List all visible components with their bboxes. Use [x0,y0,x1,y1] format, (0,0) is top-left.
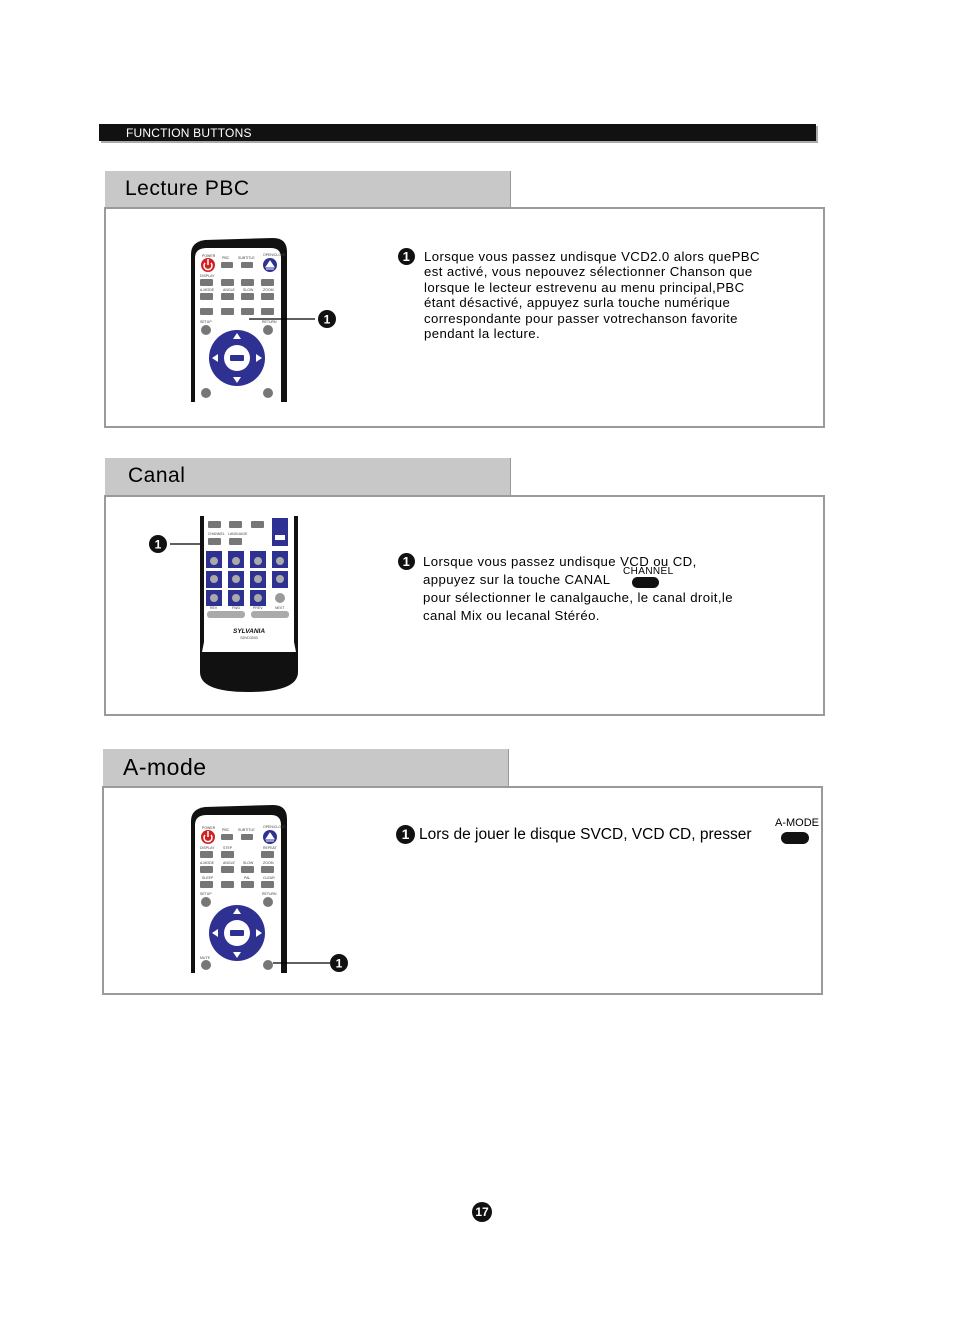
channel-button-label: CHANNEL [623,566,674,577]
svg-text:SETUP: SETUP [200,320,212,324]
section-title: Canal [128,464,186,487]
text-line: Lors de jouer le disque SVCD, VCD CD, presser [419,826,752,843]
amode-button-icon [781,832,809,844]
svg-text:NEXT: NEXT [275,606,285,610]
section-title-bar-canal [105,458,511,496]
function-buttons-header [99,124,816,141]
svg-text:CLEAR: CLEAR [263,876,275,880]
svg-text:SUBTITLE: SUBTITLE [238,828,255,832]
text-line: lorsque le lecteur estrevenu au menu principal,PBC [424,279,745,295]
svg-text:FWD: FWD [232,606,240,610]
svg-text:POWER: POWER [202,826,216,830]
svg-text:SUBTITLE: SUBTITLE [238,256,255,260]
svg-text:POWER: POWER [202,254,216,258]
svg-text:SLOW: SLOW [243,288,254,292]
svg-text:PREV: PREV [253,606,263,610]
svg-text:DISPLAY: DISPLAY [200,274,215,278]
svg-text:STEP: STEP [223,846,233,850]
text-line: est activé, vous nepouvez sélectionner Chanson que [424,264,753,280]
svg-text:SETUP: SETUP [200,892,212,896]
text-line: appuyez sur la touche CANAL [423,572,611,587]
svg-text:RETURN: RETURN [262,320,277,324]
svg-text:REV: REV [210,606,218,610]
svg-text:ANGLE: ANGLE [223,861,235,865]
text-line: Lorsque vous passez undisque VCD2.0 alors quePBC [424,249,760,264]
svg-text:A-MODE: A-MODE [200,288,214,292]
step-marker: 1 [396,825,415,844]
svg-text:1: 1 [323,312,331,327]
step-marker: 1 [398,553,415,570]
text-line: Lorsque vous passez undisque VCD ou CD, [423,554,697,569]
remote-top-illustration [185,803,355,975]
svg-text:PAL: PAL [244,876,251,880]
svg-text:ZOOM: ZOOM [263,861,274,865]
svg-text:1: 1 [335,956,343,971]
svg-text:REPEAT: REPEAT [263,846,277,850]
svg-text:OPEN/CLOSE: OPEN/CLOSE [263,825,286,829]
svg-text:1: 1 [154,537,162,552]
svg-text:OPEN/CLOSE: OPEN/CLOSE [263,253,286,257]
text-line: correspondante pour passer votrechanson favorite [424,310,738,326]
text-line: étant désactivé, appuyez surla touche numérique [424,295,731,311]
svg-text:SLOW: SLOW [243,861,254,865]
canal-description [398,554,798,634]
text-line: pendant la lecture. [424,326,541,342]
svg-text:A-MODE: A-MODE [200,861,214,865]
section-title: A-mode [123,754,207,780]
pbc-text [424,249,760,341]
section-title: Lecture PBC [125,177,250,200]
svg-text:PBC: PBC [222,256,230,260]
remote-top-illustration [185,236,355,404]
svg-text:ZOOM: ZOOM [263,288,274,292]
svg-text:DISPLAY: DISPLAY [200,846,215,850]
section-title-bar-pbc [105,171,511,209]
svg-text:MUTE: MUTE [200,956,210,960]
remote-bottom-illustration [140,512,310,697]
svg-text:ANGLE: ANGLE [223,288,235,292]
channel-button-icon [632,577,659,588]
svg-text:SYLVANIA: SYLVANIA [232,628,266,635]
text-line: pour sélectionner le canalgauche, le canal droit,le [423,590,733,605]
svg-text:PBC: PBC [222,828,230,832]
step-marker: 1 [398,248,415,265]
text-line: canal Mix ou lecanal Stéréo. [423,608,600,623]
svg-text:SLEEP: SLEEP [202,876,214,880]
amode-button-label: A-MODE [775,817,819,829]
header-title: FUNCTION BUTTONS [126,126,252,140]
svg-text:CHANNEL: CHANNEL [208,532,225,536]
svg-text:SDVD3000: SDVD3000 [240,636,258,640]
section-title-bar-amode [103,749,509,787]
svg-text:RETURN: RETURN [262,892,277,896]
page-number: 17 [472,1202,492,1222]
svg-text:LANGUAGE: LANGUAGE [228,532,248,536]
